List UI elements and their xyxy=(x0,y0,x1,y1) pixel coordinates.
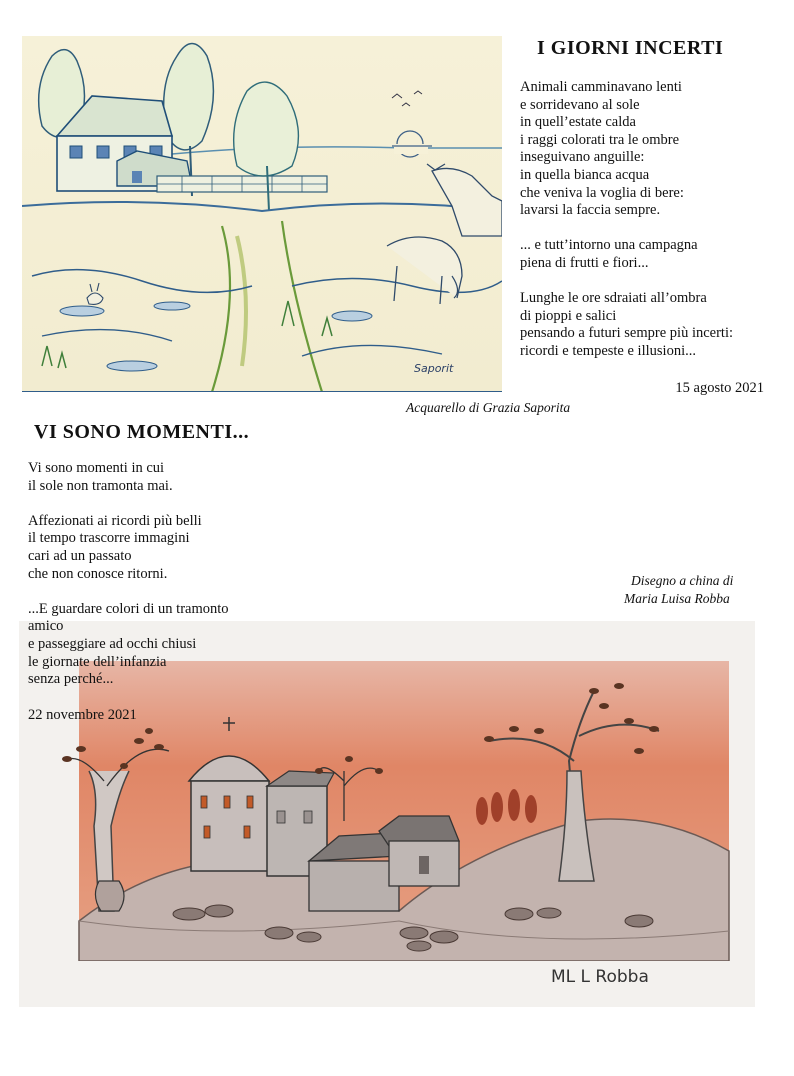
poem1-text: Animali camminavano lenti e sorridevano al sole in quell’estate calda i raggi colorati tra le ombre inseguivano anguille: in quella bianca acqua che veniva la voglia di bere: lavarsi la faccia sempre. ... e tutt’intorno una campagna piena di frutti e fiori... Lunghe le ore sdraiati all’ombra di pioppi e salici pensando a futuri sempre più incerti: ricordi e tempeste e illusioni... xyxy=(520,79,734,359)
poem2-text: Vi sono momenti in cui il sole non tramonta mai. Affezionati ai ricordi più belli il tempo trascorre immagini cari ad un passato che non conosce ritorni. ...E guardare colori di un tramonto amico e passeggiare ad occhi chiusi le giornate dell’infanzia senza perché... xyxy=(28,460,229,688)
illustration2-caption-line2: Maria Luisa Robba xyxy=(624,591,730,606)
watercolor-landscape-illustration xyxy=(22,36,502,392)
poem1-title: I GIORNI INCERTI xyxy=(537,37,724,59)
poem1-date: 15 agosto 2021 xyxy=(675,380,764,396)
illustration1-caption: Acquarello di Grazia Saporita xyxy=(406,400,571,415)
watercolor-signature: Saporit xyxy=(414,362,454,375)
pencil-drawing-signature: ML L Robba xyxy=(551,967,649,987)
illustration2-caption-line1: Disegno a china di xyxy=(631,573,734,588)
poem2-title: VI SONO MOMENTI... xyxy=(34,421,250,443)
poem2-date: 22 novembre 2021 xyxy=(28,707,137,723)
